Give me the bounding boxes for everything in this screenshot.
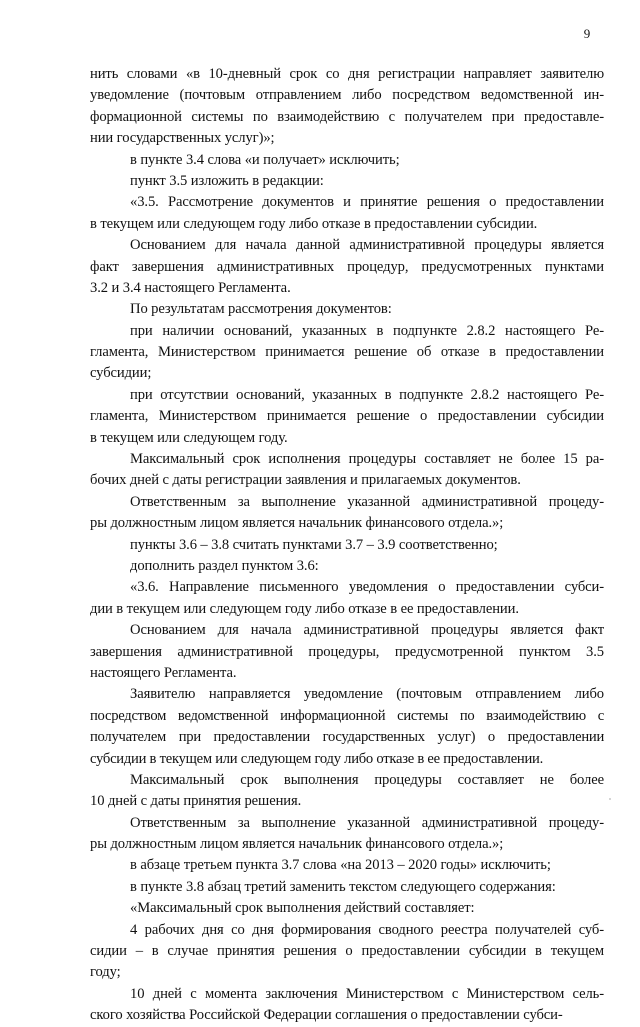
text-line: получателем при предоставлении государственных услуг) о предоставлении	[90, 729, 604, 746]
text-line: Ответственным за выполнение указанной административной процеду-	[130, 493, 604, 510]
text-line: ры должностным лицом является начальник финансового отдела.»;	[90, 515, 504, 532]
text-line: уведомление (почтовым отправлением либо посредством ведомственной ин-	[90, 87, 604, 104]
text-line: дополнить раздел пунктом 3.6:	[130, 557, 319, 574]
text-line: формационной системы по взаимодействию с получателем при предоставле-	[90, 108, 604, 125]
text-line: ры должностным лицом является начальник финансового отдела.»;	[90, 836, 504, 853]
text-line: в текущем или следующем году.	[90, 429, 288, 446]
text-line: ского хозяйства Российской Федерации соглашения о предоставлении субси-	[90, 1007, 563, 1024]
text-line: субсидии в текущем или следующем году либо отказе в ее предоставлении.	[90, 750, 544, 767]
text-line: Основанием для начала административной процедуры является факт	[130, 622, 604, 639]
text-line: 4 рабочих дня со дня формирования сводного реестра получателей суб-	[130, 921, 604, 938]
document-body	[90, 64, 604, 1027]
text-line: 10 дней с момента заключения Министерством с Министерством сель-	[130, 985, 604, 1002]
text-line: 3.2 и 3.4 настоящего Регламента.	[90, 279, 291, 296]
text-line: пункт 3.5 изложить в редакции:	[130, 172, 324, 189]
text-line: пункты 3.6 – 3.8 считать пунктами 3.7 – 3.9 соответственно;	[130, 536, 498, 553]
text-line: «3.6. Направление письменного уведомления о предоставлении субси-	[130, 579, 604, 596]
text-line: дии в текущем или следующем году либо отказе в ее предоставлении.	[90, 600, 519, 617]
text-line: факт завершения административных процедур, предусмотренных пунктами	[90, 258, 604, 275]
page-number: 9	[583, 26, 591, 41]
text-line: Максимальный срок исполнения процедуры составляет не более 15 ра-	[130, 451, 604, 468]
text-line: Основанием для начала данной административной процедуры является	[130, 237, 604, 254]
text-line: году;	[90, 964, 121, 981]
text-line: нии государственных услуг)»;	[90, 130, 275, 147]
text-line: Ответственным за выполнение указанной административной процеду-	[130, 814, 604, 831]
text-line: По результатам рассмотрения документов:	[130, 301, 392, 318]
text-line: бочих дней с даты регистрации заявления и прилагаемых документов.	[90, 472, 521, 489]
text-line: в пункте 3.4 слова «и получает» исключить;	[130, 151, 400, 168]
text-line: завершения административной процедуры, предусмотренной пунктом 3.5	[90, 643, 604, 660]
text-line: Максимальный срок выполнения процедуры составляет не более	[130, 771, 604, 788]
text-line: настоящего Регламента.	[90, 664, 237, 681]
scan-speck	[609, 798, 611, 800]
text-line: «3.5. Рассмотрение документов и принятие решения о предоставлении	[130, 194, 604, 211]
text-line: Заявителю направляется уведомление (почтовым отправлением либо	[130, 686, 604, 703]
text-line: сидии – в случае принятия решения о предоставлении субсидии в текущем	[90, 943, 604, 960]
text-line: нить словами «в 10-дневный срок со дня регистрации направляет заявителю	[90, 66, 604, 82]
text-line: при наличии оснований, указанных в подпункте 2.8.2 настоящего Ре-	[130, 322, 604, 339]
text-line: при отсутствии оснований, указанных в подпункте 2.8.2 настоящего Ре-	[130, 386, 604, 403]
text-line: в абзаце третьем пункта 3.7 слова «на 2013 – 2020 годы» исключить;	[130, 857, 551, 874]
text-line: в пункте 3.8 абзац третий заменить текстом следующего содержания:	[130, 878, 556, 895]
text-line: 10 дней с даты принятия решения.	[90, 793, 302, 810]
text-line: в текущем или следующем году либо отказе в предоставлении субсидии.	[90, 215, 538, 232]
text-line: посредством ведомственной информационной системы по взаимодействию с	[90, 707, 604, 724]
text-line: гламента, Министерством принимается решение о предоставлении субсидии	[90, 408, 604, 425]
text-line: «Максимальный срок выполнения действий составляет:	[130, 900, 475, 917]
text-line: субсидии;	[90, 365, 152, 382]
text-line: гламента, Министерством принимается решение об отказе в предоставлении	[90, 344, 604, 361]
